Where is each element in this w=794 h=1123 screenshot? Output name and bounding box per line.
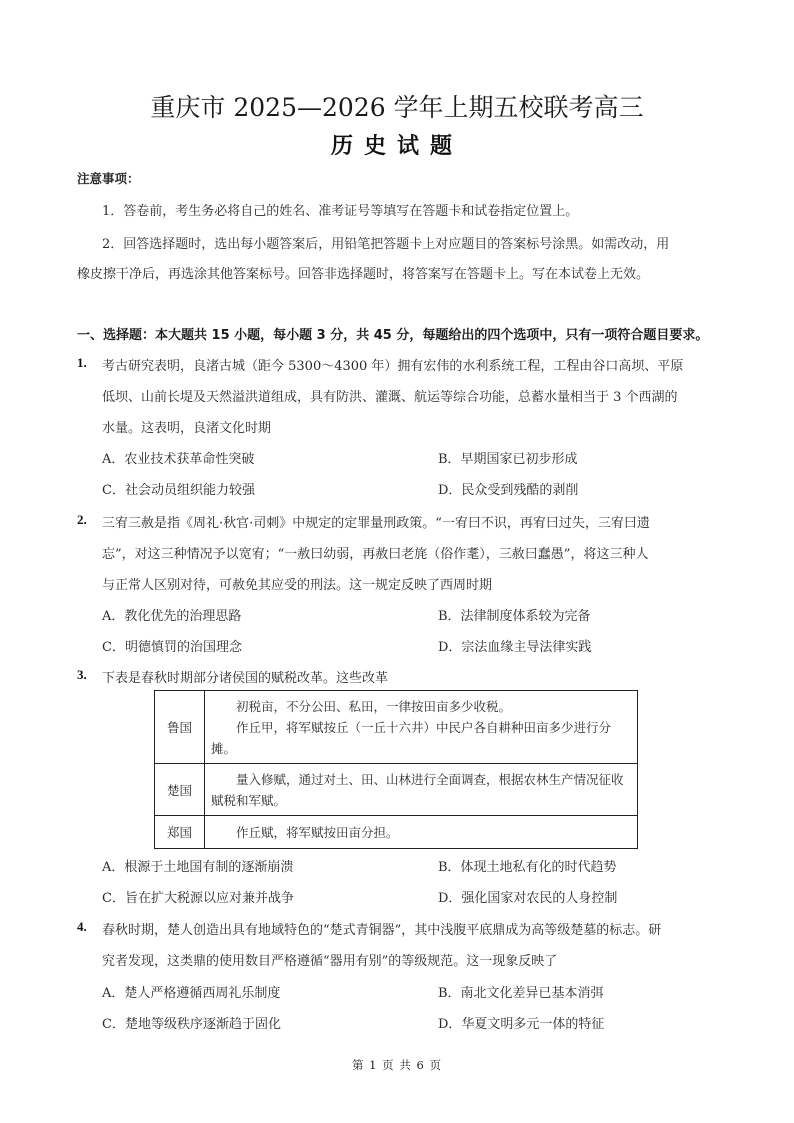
option-c[interactable]: C．明德慎罚的治国理念 <box>102 640 242 655</box>
state-name: 鲁国 <box>155 691 205 764</box>
table-row <box>155 816 638 849</box>
state-name: 楚国 <box>155 764 205 816</box>
question-text-line: 春秋时期，楚人创造出具有地域特色的“楚式青铜器”，其中浅腹平底鼎成为高等级楚墓的标志。研 <box>102 923 662 938</box>
exam-title: 重庆市 2025—2026 学年上期五校联考高三 <box>150 93 644 122</box>
option-b[interactable]: B．体现土地私有化的时代趋势 <box>438 860 617 875</box>
question-text-line: 考古研究表明，良渚古城（距今 5300～4300 年）拥有宏伟的水利系统工程，工程由谷口高坝、平原 <box>102 359 684 374</box>
reform-paragraph: 初税亩，不分公田、私田，一律按田亩多少收税。 <box>236 698 512 714</box>
reform-paragraph: 作丘甲，将军赋按丘（一丘十六井）中民户各自耕种田亩多少进行分摊。 <box>211 719 612 756</box>
tax-reform-table <box>154 690 638 849</box>
table-row <box>155 764 638 816</box>
reform-paragraph: 量入修赋，通过对土、田、山林进行全面调查，根据农林生产情况征收赋税和军赋。 <box>211 771 624 808</box>
reform-paragraph: 作丘赋，将军赋按田亩分担。 <box>236 824 399 840</box>
option-c[interactable]: C．楚地等级秩序逐渐趋于固化 <box>102 1017 281 1032</box>
question-text-line: 低坝、山前长堤及天然溢洪道组成，具有防洪、灌溉、航运等综合功能，总蓄水量相当于 3 个西湖的 <box>102 390 678 405</box>
question-text-line: 与正常人区别对待，可赦免其应受的刑法。这一规定反映了西周时期 <box>102 578 493 593</box>
option-a[interactable]: A．楚人严格遵循西周礼乐制度 <box>102 986 281 1001</box>
option-b[interactable]: B．法律制度体系较为完备 <box>438 609 591 624</box>
state-name: 郑国 <box>155 816 205 849</box>
reform-content <box>205 764 638 816</box>
option-a[interactable]: A．教化优先的治理思路 <box>102 609 242 624</box>
option-d[interactable]: D．强化国家对农民的人身控制 <box>438 891 618 906</box>
option-b[interactable]: B．早期国家已初步形成 <box>438 452 578 467</box>
question-number: 1. <box>77 355 87 370</box>
question-text-line: 忘”，对这三种情况予以宽宥；“一赦曰幼弱，再赦曰老旄（俗作耄），三赦曰蠢愚”，将这三种人 <box>102 547 649 562</box>
option-d[interactable]: D．华夏文明多元一体的特征 <box>438 1017 605 1032</box>
option-a[interactable]: A．农业技术获革命性突破 <box>102 452 255 467</box>
subject-title: 历史试题 <box>330 133 463 159</box>
option-a[interactable]: A．根源于土地国有制的逐渐崩溃 <box>102 860 294 875</box>
notice-item-2-cont: 橡皮擦干净后，再选涂其他答案标号。回答非选择题时，将答案写在答题卡上。写在本试卷上无效。 <box>77 267 650 282</box>
section-heading: 一、选择题：本大题共 15 小题，每小题 3 分，共 45 分，每题给出的四个选项中，只有一项符合题目要求。 <box>77 328 709 343</box>
notice-heading: 注意事项： <box>77 171 140 186</box>
question-text-line: 下表是春秋时期部分诸侯国的赋税改革。这些改革 <box>102 671 389 686</box>
reform-content <box>205 816 638 849</box>
question-number: 2. <box>77 512 87 527</box>
question-number: 3. <box>77 667 87 682</box>
question-text-line: 究者发现，这类鼎的使用数目严格遵循“器用有别”的等级规范。这一现象反映了 <box>102 954 558 969</box>
option-c[interactable]: C．社会动员组织能力较强 <box>102 483 255 498</box>
notice-item-1: 1．答卷前，考生务必将自己的姓名、准考证号等填写在答题卡和试卷指定位置上。 <box>102 204 579 219</box>
page-number: 第 1 页 共 6 页 <box>352 1058 442 1072</box>
question-number: 4. <box>77 919 87 934</box>
question-text-line: 三宥三赦是指《周礼·秋官·司刺》中规定的定罪量刑政策。“一宥曰不识，再宥曰过失，三宥曰遗 <box>102 516 650 531</box>
option-d[interactable]: D．宗法血缘主导法律实践 <box>438 640 592 655</box>
table-row <box>155 691 638 764</box>
reform-content <box>205 691 638 764</box>
option-b[interactable]: B．南北文化差异已基本消弭 <box>438 986 604 1001</box>
option-d[interactable]: D．民众受到残酷的剥削 <box>438 483 579 498</box>
question-text-line: 水量。这表明，良渚文化时期 <box>102 421 272 436</box>
option-c[interactable]: C．旨在扩大税源以应对兼并战争 <box>102 891 294 906</box>
notice-item-2: 2．回答选择题时，选出每小题答案后，用铅笔把答题卡上对应题目的答案标号涂黑。如需改动，用 <box>102 237 670 252</box>
